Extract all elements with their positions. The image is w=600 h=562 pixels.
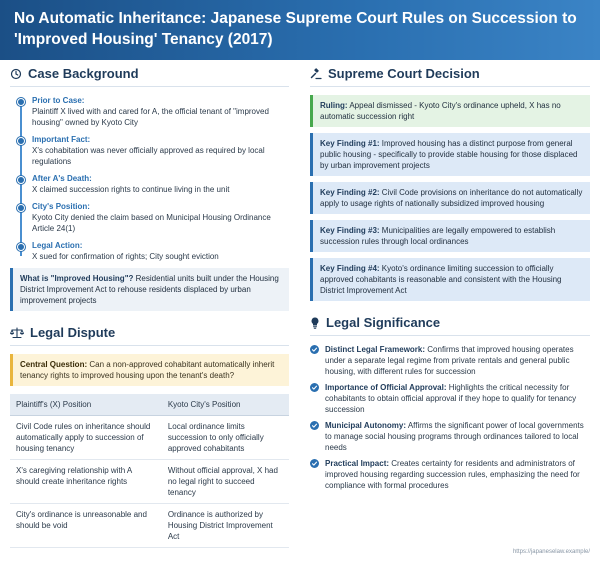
check-circle-icon [310, 459, 319, 468]
key-finding [310, 258, 590, 301]
decision-heading [310, 66, 590, 87]
timeline-label: Prior to Case: [32, 96, 85, 105]
significance-title: Legal Significance [326, 315, 441, 330]
legal-dispute-title: Legal Dispute [30, 325, 116, 340]
significance-label: Municipal Autonomy: [325, 421, 407, 430]
list-item [310, 344, 590, 377]
significance-label: Importance of Official Approval: [325, 383, 447, 392]
significance-text: Creates certainty for residents and administrators of improved housing regarding succession rules, emphasizing the need for compliance with formal procedures [325, 459, 580, 490]
definition-text: Residential units built under the Housing District Improvement Act to rehouse residents displaced by urban improvement projects [20, 274, 279, 305]
significance-text: Highlights the critical necessity for cohabitants to obtain official approval if they hope to qualify for tenancy succession [325, 383, 577, 414]
timeline-label: After A's Death: [32, 174, 92, 183]
table-cell: City's ordinance is unreasonable and should be void [10, 504, 162, 548]
case-background-title: Case Background [28, 66, 139, 81]
timeline-label: Legal Action: [32, 241, 83, 250]
column-header: Plaintiff's (X) Position [10, 394, 162, 416]
left-column [10, 66, 289, 548]
table-cell: Ordinance is authorized by Housing District Improvement Act [162, 504, 289, 548]
timeline-text: Kyoto City denied the claim based on Municipal Housing Ordinance Article 24(1) [32, 213, 271, 233]
legal-dispute-section [10, 325, 289, 548]
key-finding [310, 133, 590, 176]
significance-label: Distinct Legal Framework: [325, 345, 426, 354]
timeline-text: X sued for confirmation of rights; City sought eviction [32, 252, 219, 261]
table-row [10, 504, 289, 548]
definition-label: What is "Improved Housing"? [20, 274, 134, 283]
check-circle-icon [310, 345, 319, 354]
timeline-label: City's Position: [32, 202, 90, 211]
timeline-text: X's cohabitation was never officially approved as required by local regulations [32, 146, 265, 166]
central-question [10, 354, 289, 386]
check-circle-icon [310, 383, 319, 392]
ruling-box [310, 95, 590, 127]
positions-table [10, 394, 289, 548]
table-cell: X's caregiving relationship with A should create inheritance rights [10, 460, 162, 504]
page-title: No Automatic Inheritance: Japanese Supreme Court Rules on Succession to 'Improved Housing' Tenancy (2017) [14, 10, 577, 48]
case-background-heading [10, 66, 289, 87]
finding-label: Key Finding #1: [320, 139, 380, 148]
significance-list [310, 344, 590, 491]
significance-section [310, 315, 590, 491]
finding-text: Improved housing has a distinct purpose from general public housing - specifically to provide stable housing for those displaced by urban improvement projects [320, 139, 578, 170]
significance-label: Practical Impact: [325, 459, 390, 468]
legal-dispute-heading [10, 325, 289, 346]
gavel-icon [310, 68, 322, 80]
footer-url: https://japaneselaw.example/ [512, 549, 590, 555]
page-header [0, 0, 600, 60]
question-label: Central Question: [20, 360, 88, 369]
table-header-row [10, 394, 289, 416]
table-cell: Without official approval, X had no legal right to succeed tenancy [162, 460, 289, 504]
significance-text: Confirms that improved housing operates under a separate legal regime from private rentals and general public housing, with different rules for succession [325, 345, 574, 376]
improved-housing-definition [10, 268, 289, 311]
timeline-text: Plaintiff X lived with and cared for A, the official tenant of "improved housing" owned by Kyoto City [32, 107, 269, 127]
decision-title: Supreme Court Decision [328, 66, 480, 81]
case-timeline [10, 95, 289, 262]
timeline-label: Important Fact: [32, 135, 91, 144]
right-column [310, 66, 590, 496]
list-item [310, 420, 590, 453]
table-cell: Local ordinance limits succession to only officially approved cohabitants [162, 416, 289, 460]
timeline-item [32, 134, 289, 167]
finding-label: Key Finding #4: [320, 264, 380, 273]
timeline-item [32, 201, 289, 234]
timeline-item [32, 173, 289, 195]
list-item [310, 382, 590, 415]
check-circle-icon [310, 421, 319, 430]
history-icon [10, 68, 22, 80]
scales-icon [10, 327, 24, 339]
question-text: Can a non-approved cohabitant automatically inherit tenancy rights to improved housing upon the tenant's death? [20, 360, 275, 380]
timeline-item [32, 95, 289, 128]
list-item [310, 458, 590, 491]
ruling-text: Appeal dismissed - Kyoto City's ordinance upheld, X has no automatic succession right [320, 101, 561, 121]
finding-text: Civil Code provisions on inheritance do not automatically apply to usage rights of nationally subsidized improved housing [320, 188, 583, 208]
key-finding [310, 182, 590, 214]
significance-heading [310, 315, 590, 336]
column-header: Kyoto City's Position [162, 394, 289, 416]
significance-text: Affirms the significant power of local governments to manage social housing programs through ordinances tailored to local needs [325, 421, 584, 452]
finding-label: Key Finding #3: [320, 226, 380, 235]
timeline-item [32, 240, 289, 262]
key-finding [310, 220, 590, 252]
table-row [10, 416, 289, 460]
table-row [10, 460, 289, 504]
table-cell: Civil Code rules on inheritance should automatically apply to succession of housing tenancy [10, 416, 162, 460]
finding-label: Key Finding #2: [320, 188, 380, 197]
ruling-label: Ruling: [320, 101, 348, 110]
timeline-text: X claimed succession rights to continue living in the unit [32, 185, 230, 194]
lightbulb-icon [310, 317, 320, 329]
finding-text: Municipalities are legally empowered to establish succession rules through local ordinances [320, 226, 556, 246]
finding-text: Kyoto's ordinance limiting succession to officially approved cohabitants is reasonable and consistent with the Housing District Improvement Act [320, 264, 562, 295]
